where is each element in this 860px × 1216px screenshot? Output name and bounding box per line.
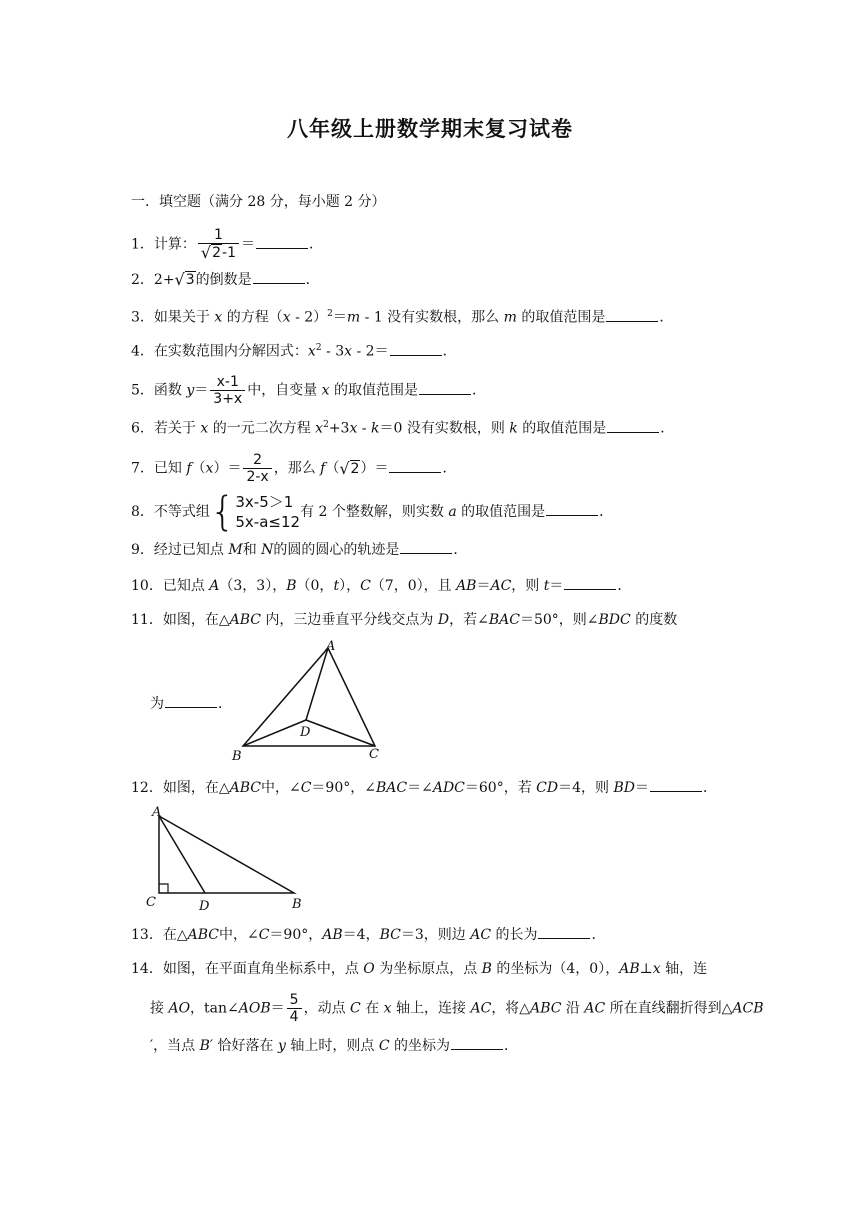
- q12-label-c: C: [146, 895, 156, 910]
- q12-label-d: D: [199, 899, 210, 912]
- page-title: 八年级上册数学期末复习试卷: [287, 117, 573, 141]
- question-8: 8．不等式组 { 3x-5＞1 5x-a≤12 有 2 个整数解，则实数 a 的取值范围是 ．: [131, 489, 614, 535]
- q10-answer-blank[interactable]: [564, 576, 616, 590]
- q1-den-tail: -1: [222, 245, 237, 261]
- q11-label-a: A: [326, 639, 336, 654]
- q11-segment-bd: [243, 720, 306, 746]
- question-11-line-2: 为 ．: [150, 696, 232, 712]
- q12-label-a: A: [152, 805, 162, 820]
- q1-numerator: 1: [214, 227, 223, 243]
- q6-answer-blank[interactable]: [607, 419, 659, 433]
- q1-answer-blank[interactable]: [256, 235, 308, 249]
- question-12: 12．如图，在△ABC中，∠C＝90°，∠BAC＝∠ADC＝60°，若 CD＝4，则 BD＝ ．: [131, 780, 717, 796]
- q1-suffix: ＝: [241, 236, 256, 253]
- q2-answer-blank[interactable]: [253, 270, 305, 284]
- q7-answer-blank[interactable]: [389, 459, 441, 473]
- q12-right-angle-mark: [159, 884, 168, 893]
- q12-triangle-figure: [142, 804, 312, 912]
- q9-answer-blank[interactable]: [400, 540, 452, 554]
- q5-fraction: $\frac{x-1}{3+x}$: [210, 374, 245, 407]
- question-14: 14．如图，在平面直角坐标系中，点 O 为坐标原点，点 B 的坐标为（4，0），AB⊥x 轴，连: [131, 961, 708, 977]
- q11-segment-ad: [306, 648, 328, 720]
- question-14-line-3: ′，当点 B′ 恰好落在 y 轴上时，则点 C 的坐标为 ．: [150, 1038, 519, 1054]
- q7-fraction: $\frac{2}{2-x}$: [243, 452, 271, 485]
- q1-radicand: 2: [212, 245, 222, 261]
- q4-answer-blank[interactable]: [390, 342, 442, 356]
- question-13: 13．在△ABC中，∠C＝90°，AB＝4，BC＝3，则边 AC 的长为 ．: [131, 927, 606, 943]
- question-4: 4．在实数范围内分解因式：$x^2 - 3x - 2=$ ．: [131, 343, 457, 360]
- q12-answer-blank[interactable]: [650, 778, 702, 792]
- q11-triangle-figure: [228, 638, 388, 766]
- q1-denominator: √ 2 -1: [198, 243, 239, 262]
- q11-label-d: D: [300, 725, 311, 740]
- q12-label-b: B: [292, 897, 302, 912]
- question-5: 5．函数 y＝ $\frac{x-1}{3+x}$ 中，自变量 x 的取值范围是 ．: [131, 374, 487, 407]
- q1-fraction: [198, 227, 239, 262]
- q5-answer-blank[interactable]: [419, 381, 471, 395]
- q8-inequality-system: { 3x-5＞1 5x-a≤12: [209, 489, 301, 535]
- question-3: 3．如果关于 x 的方程（x - 2）$^2$＝m - 1 没有实数根，那么 m 的取值范围是 ．: [131, 309, 674, 326]
- question-2: 2．2+ √ 3 的倒数是 ．: [131, 270, 320, 289]
- q8-answer-blank[interactable]: [546, 502, 598, 516]
- q12-triangle-abc: [159, 816, 294, 893]
- question-10: 10．已知点 A（3，3），B（0，t），C（7，0），且 AB＝AC，则 t＝ ．: [131, 578, 632, 594]
- q2-radical: √ 3: [174, 270, 195, 289]
- q14-answer-blank[interactable]: [451, 1036, 503, 1050]
- q3-answer-blank[interactable]: [606, 308, 658, 322]
- question-14-line-2: 接 AO，tan∠AOB＝ $\frac{5}{4}$ ，动点 C 在 x 轴上，连接 AC，将△ABC 沿 AC 所在直线翻折得到△ACB: [150, 992, 764, 1025]
- q13-answer-blank[interactable]: [538, 925, 590, 939]
- question-9: 9．经过已知点 M和 N的圆的圆心的轨迹是 ．: [131, 542, 468, 558]
- question-11: 11．如图，在△ABC 内，三边垂直平分线交点为 D，若∠BAC＝50°，则∠BDC 的度数: [131, 612, 678, 628]
- q1-prefix: 1．计算：: [131, 236, 196, 253]
- q11-label-c: C: [369, 747, 379, 762]
- question-6: 6．若关于 x 的一元二次方程 $x^2+3x - k=0$ 没有实数根，则 k 的取值范围是 ．: [131, 420, 675, 437]
- q12-segment-ad: [159, 816, 205, 893]
- section-heading: 一．填空题（满分 28 分，每小题 2 分）: [131, 194, 386, 210]
- question-1: 1．计算： 1 √ 2 -1 ＝ ．: [131, 227, 324, 262]
- question-7: 7．已知 f（x）＝ $\frac{2}{2-x}$ ，那么 f（ √ 2 ）＝ ．: [131, 452, 457, 485]
- q11-label-b: B: [232, 749, 242, 764]
- q11-answer-blank[interactable]: [165, 694, 217, 708]
